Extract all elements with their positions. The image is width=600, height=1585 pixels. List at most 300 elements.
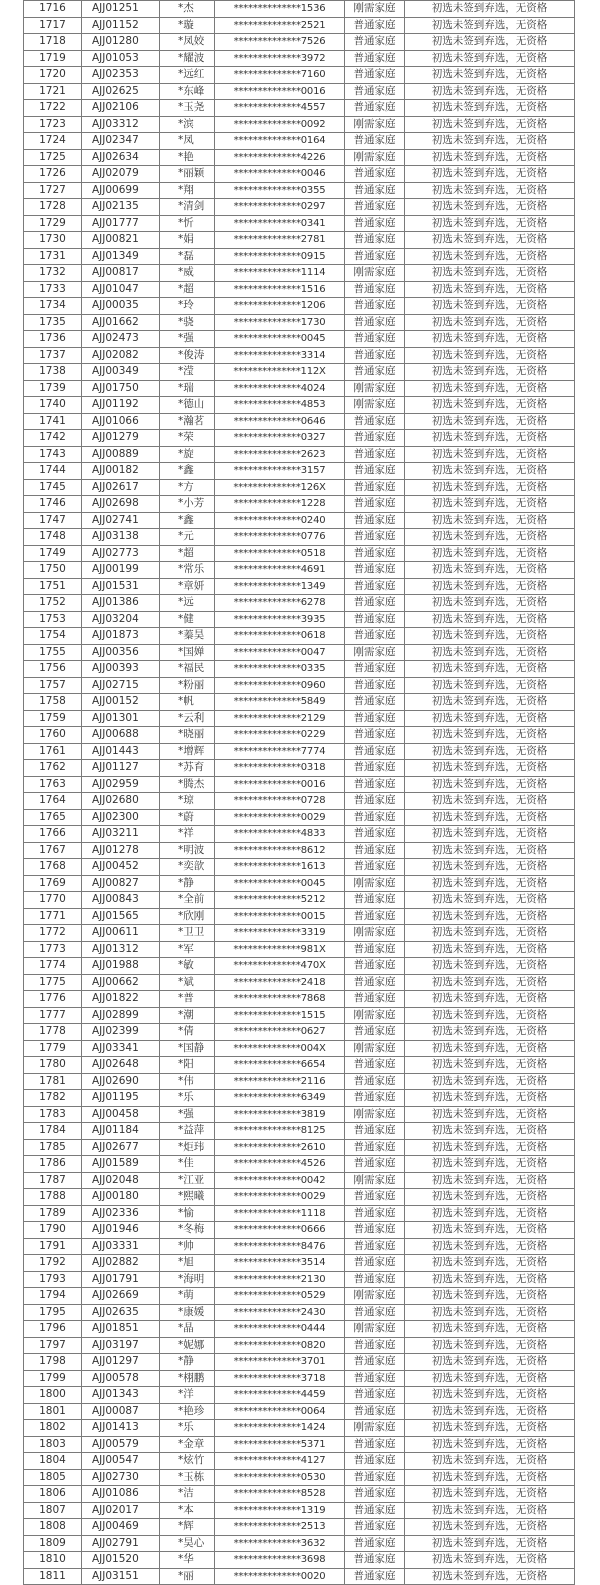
- applicant-name-cell: *增辉: [160, 743, 215, 760]
- row-number-cell: 1721: [24, 83, 82, 100]
- applicant-code-cell: AJJ02300: [82, 809, 160, 826]
- result-cell: 初选未签到弃选，无资格: [405, 710, 575, 727]
- id-number-cell: **************0047: [215, 644, 345, 661]
- family-type-cell: 普通家庭: [345, 1024, 405, 1041]
- result-cell: 初选未签到弃选，无资格: [405, 314, 575, 331]
- family-type-cell: 普通家庭: [345, 1486, 405, 1503]
- table-row: [24, 694, 575, 711]
- applicant-code-cell: AJJ01053: [82, 50, 160, 67]
- applicant-code-cell: AJJ00611: [82, 925, 160, 942]
- table-row: [24, 743, 575, 760]
- applicant-name-cell: *炬玮: [160, 1139, 215, 1156]
- result-cell: 初选未签到弃选，无资格: [405, 908, 575, 925]
- family-type-cell: 普通家庭: [345, 1453, 405, 1470]
- family-type-cell: 普通家庭: [345, 1123, 405, 1140]
- table-row: [24, 1238, 575, 1255]
- applicant-code-cell: AJJ01988: [82, 958, 160, 975]
- id-number-cell: **************3319: [215, 925, 345, 942]
- table-row: [24, 958, 575, 975]
- id-number-cell: **************5849: [215, 694, 345, 711]
- applicant-name-cell: *佳: [160, 1156, 215, 1173]
- applicant-name-cell: *艳: [160, 149, 215, 166]
- family-type-cell: 刚需家庭: [345, 397, 405, 414]
- result-cell: 初选未签到弃选，无资格: [405, 743, 575, 760]
- row-number-cell: 1738: [24, 364, 82, 381]
- id-number-cell: **************3314: [215, 347, 345, 364]
- result-cell: 初选未签到弃选，无资格: [405, 215, 575, 232]
- family-type-cell: 普通家庭: [345, 479, 405, 496]
- applicant-name-cell: *滢: [160, 364, 215, 381]
- applicant-name-cell: *耀波: [160, 50, 215, 67]
- result-cell: 初选未签到弃选，无资格: [405, 644, 575, 661]
- applicant-code-cell: AJJ02882: [82, 1255, 160, 1272]
- result-cell: 初选未签到弃选，无资格: [405, 595, 575, 612]
- family-type-cell: 普通家庭: [345, 776, 405, 793]
- row-number-cell: 1747: [24, 512, 82, 529]
- row-number-cell: 1737: [24, 347, 82, 364]
- row-number-cell: 1773: [24, 941, 82, 958]
- id-number-cell: **************2513: [215, 1519, 345, 1536]
- row-number-cell: 1765: [24, 809, 82, 826]
- id-number-cell: **************0646: [215, 413, 345, 430]
- applicant-code-cell: AJJ00827: [82, 875, 160, 892]
- applicant-code-cell: AJJ02135: [82, 199, 160, 216]
- family-type-cell: 普通家庭: [345, 991, 405, 1008]
- applicant-name-cell: *鑫: [160, 463, 215, 480]
- family-type-cell: 刚需家庭: [345, 1321, 405, 1338]
- id-number-cell: **************5212: [215, 892, 345, 909]
- table-row: [24, 265, 575, 282]
- table-row: [24, 166, 575, 183]
- family-type-cell: 普通家庭: [345, 215, 405, 232]
- id-number-cell: **************6278: [215, 595, 345, 612]
- row-number-cell: 1811: [24, 1568, 82, 1585]
- row-number-cell: 1807: [24, 1502, 82, 1519]
- applicant-code-cell: AJJ01192: [82, 397, 160, 414]
- row-number-cell: 1778: [24, 1024, 82, 1041]
- family-type-cell: 普通家庭: [345, 248, 405, 265]
- applicant-name-cell: *全前: [160, 892, 215, 909]
- applicant-code-cell: AJJ01443: [82, 743, 160, 760]
- table-row: [24, 496, 575, 513]
- row-number-cell: 1801: [24, 1403, 82, 1420]
- id-number-cell: **************4526: [215, 1156, 345, 1173]
- id-number-cell: **************7868: [215, 991, 345, 1008]
- id-number-cell: **************1515: [215, 1007, 345, 1024]
- family-type-cell: 普通家庭: [345, 859, 405, 876]
- applicant-name-cell: *丽颖: [160, 166, 215, 183]
- row-number-cell: 1746: [24, 496, 82, 513]
- id-number-cell: **************0960: [215, 677, 345, 694]
- row-number-cell: 1763: [24, 776, 82, 793]
- applicant-code-cell: AJJ02677: [82, 1139, 160, 1156]
- applicant-name-cell: *康媛: [160, 1304, 215, 1321]
- applicant-name-cell: *粉丽: [160, 677, 215, 694]
- result-cell: 初选未签到弃选，无资格: [405, 1288, 575, 1305]
- family-type-cell: 普通家庭: [345, 347, 405, 364]
- id-number-cell: **************4226: [215, 149, 345, 166]
- family-type-cell: 普通家庭: [345, 842, 405, 859]
- applicant-name-cell: *辉: [160, 1519, 215, 1536]
- row-number-cell: 1793: [24, 1271, 82, 1288]
- result-cell: 初选未签到弃选，无资格: [405, 1271, 575, 1288]
- applicant-code-cell: AJJ01777: [82, 215, 160, 232]
- table-row: [24, 760, 575, 777]
- family-type-cell: 普通家庭: [345, 1156, 405, 1173]
- id-number-cell: **************126X: [215, 479, 345, 496]
- row-number-cell: 1791: [24, 1238, 82, 1255]
- row-number-cell: 1724: [24, 133, 82, 150]
- row-number-cell: 1743: [24, 446, 82, 463]
- applicant-code-cell: AJJ01349: [82, 248, 160, 265]
- applicant-code-cell: AJJ01750: [82, 380, 160, 397]
- row-number-cell: 1777: [24, 1007, 82, 1024]
- result-cell: 初选未签到弃选，无资格: [405, 1387, 575, 1404]
- applicant-code-cell: AJJ01946: [82, 1222, 160, 1239]
- id-number-cell: **************0666: [215, 1222, 345, 1239]
- family-type-cell: 普通家庭: [345, 529, 405, 546]
- row-number-cell: 1761: [24, 743, 82, 760]
- row-number-cell: 1780: [24, 1057, 82, 1074]
- result-cell: 初选未签到弃选，无资格: [405, 1189, 575, 1206]
- row-number-cell: 1772: [24, 925, 82, 942]
- row-number-cell: 1739: [24, 380, 82, 397]
- result-cell: 初选未签到弃选，无资格: [405, 842, 575, 859]
- family-type-cell: 刚需家庭: [345, 265, 405, 282]
- id-number-cell: **************7526: [215, 34, 345, 51]
- applicant-name-cell: *远: [160, 595, 215, 612]
- family-type-cell: 刚需家庭: [345, 116, 405, 133]
- result-cell: 初选未签到弃选，无资格: [405, 1090, 575, 1107]
- applicant-code-cell: AJJ02625: [82, 83, 160, 100]
- row-number-cell: 1802: [24, 1420, 82, 1437]
- row-number-cell: 1792: [24, 1255, 82, 1272]
- family-type-cell: 普通家庭: [345, 908, 405, 925]
- result-cell: 初选未签到弃选，无资格: [405, 67, 575, 84]
- table-row: [24, 776, 575, 793]
- applicant-code-cell: AJJ03341: [82, 1040, 160, 1057]
- result-cell: 初选未签到弃选，无资格: [405, 611, 575, 628]
- applicant-name-cell: *瑞: [160, 380, 215, 397]
- result-cell: 初选未签到弃选，无资格: [405, 83, 575, 100]
- applicant-name-cell: *晶: [160, 1321, 215, 1338]
- table-row: [24, 628, 575, 645]
- row-number-cell: 1796: [24, 1321, 82, 1338]
- applicant-name-cell: *敏: [160, 958, 215, 975]
- result-cell: 初选未签到弃选，无资格: [405, 974, 575, 991]
- applicant-name-cell: *俊涛: [160, 347, 215, 364]
- row-number-cell: 1752: [24, 595, 82, 612]
- row-number-cell: 1803: [24, 1436, 82, 1453]
- id-number-cell: **************0164: [215, 133, 345, 150]
- applicant-name-cell: *琼: [160, 793, 215, 810]
- table-row: [24, 1304, 575, 1321]
- family-type-cell: 普通家庭: [345, 1304, 405, 1321]
- applicant-code-cell: AJJ01851: [82, 1321, 160, 1338]
- applicant-code-cell: AJJ03151: [82, 1568, 160, 1585]
- table-row: [24, 1090, 575, 1107]
- row-number-cell: 1735: [24, 314, 82, 331]
- applicant-name-cell: *腾杰: [160, 776, 215, 793]
- applicant-code-cell: AJJ02473: [82, 331, 160, 348]
- result-cell: 初选未签到弃选，无资格: [405, 1469, 575, 1486]
- applicant-name-cell: *卫卫: [160, 925, 215, 942]
- row-number-cell: 1806: [24, 1486, 82, 1503]
- id-number-cell: **************2130: [215, 1271, 345, 1288]
- family-type-cell: 普通家庭: [345, 1519, 405, 1536]
- applicant-name-cell: *潮: [160, 1007, 215, 1024]
- applicant-name-cell: *丽: [160, 1568, 215, 1585]
- applicant-name-cell: *欣刚: [160, 908, 215, 925]
- applicant-name-cell: *冬梅: [160, 1222, 215, 1239]
- table-row: [24, 281, 575, 298]
- id-number-cell: **************0776: [215, 529, 345, 546]
- applicant-code-cell: AJJ00452: [82, 859, 160, 876]
- applicant-code-cell: AJJ01386: [82, 595, 160, 612]
- row-number-cell: 1718: [24, 34, 82, 51]
- table-row: [24, 595, 575, 612]
- family-type-cell: 普通家庭: [345, 17, 405, 34]
- applicant-name-cell: *娟: [160, 232, 215, 249]
- table-row: [24, 17, 575, 34]
- row-number-cell: 1782: [24, 1090, 82, 1107]
- applicant-code-cell: AJJ01184: [82, 1123, 160, 1140]
- result-cell: 初选未签到弃选，无资格: [405, 380, 575, 397]
- row-number-cell: 1744: [24, 463, 82, 480]
- id-number-cell: **************0318: [215, 760, 345, 777]
- applicant-code-cell: AJJ00578: [82, 1370, 160, 1387]
- family-type-cell: 普通家庭: [345, 182, 405, 199]
- table-row: [24, 1535, 575, 1552]
- id-number-cell: **************0530: [215, 1469, 345, 1486]
- applicant-code-cell: AJJ03204: [82, 611, 160, 628]
- applicant-name-cell: *云利: [160, 710, 215, 727]
- result-cell: 初选未签到弃选，无资格: [405, 875, 575, 892]
- id-number-cell: **************2610: [215, 1139, 345, 1156]
- result-cell: 初选未签到弃选，无资格: [405, 298, 575, 315]
- id-number-cell: **************2116: [215, 1073, 345, 1090]
- family-type-cell: 普通家庭: [345, 67, 405, 84]
- results-table: [23, 0, 575, 1585]
- applicant-name-cell: *强: [160, 1106, 215, 1123]
- family-type-cell: 普通家庭: [345, 446, 405, 463]
- table-row: [24, 413, 575, 430]
- table-row: [24, 463, 575, 480]
- applicant-code-cell: AJJ02715: [82, 677, 160, 694]
- applicant-name-cell: *本: [160, 1502, 215, 1519]
- applicant-name-cell: *蓁昊: [160, 628, 215, 645]
- applicant-code-cell: AJJ02730: [82, 1469, 160, 1486]
- row-number-cell: 1757: [24, 677, 82, 694]
- table-row: [24, 826, 575, 843]
- id-number-cell: **************7774: [215, 743, 345, 760]
- applicant-name-cell: *玉尧: [160, 100, 215, 117]
- table-row: [24, 314, 575, 331]
- applicant-name-cell: *骁: [160, 314, 215, 331]
- table-row: [24, 1552, 575, 1569]
- family-type-cell: 普通家庭: [345, 1370, 405, 1387]
- id-number-cell: **************2418: [215, 974, 345, 991]
- row-number-cell: 1742: [24, 430, 82, 447]
- applicant-code-cell: AJJ00349: [82, 364, 160, 381]
- result-cell: 初选未签到弃选，无资格: [405, 859, 575, 876]
- applicant-code-cell: AJJ03138: [82, 529, 160, 546]
- family-type-cell: 普通家庭: [345, 1073, 405, 1090]
- result-cell: 初选未签到弃选，无资格: [405, 166, 575, 183]
- applicant-name-cell: *苏育: [160, 760, 215, 777]
- id-number-cell: **************0327: [215, 430, 345, 447]
- result-cell: 初选未签到弃选，无资格: [405, 1040, 575, 1057]
- family-type-cell: 普通家庭: [345, 314, 405, 331]
- row-number-cell: 1719: [24, 50, 82, 67]
- family-type-cell: 普通家庭: [345, 413, 405, 430]
- applicant-name-cell: *炫竹: [160, 1453, 215, 1470]
- family-type-cell: 普通家庭: [345, 595, 405, 612]
- family-type-cell: 普通家庭: [345, 1354, 405, 1371]
- id-number-cell: **************1114: [215, 265, 345, 282]
- row-number-cell: 1788: [24, 1189, 82, 1206]
- result-cell: 初选未签到弃选，无资格: [405, 1519, 575, 1536]
- applicant-name-cell: *华: [160, 1552, 215, 1569]
- applicant-code-cell: AJJ02048: [82, 1172, 160, 1189]
- id-number-cell: **************4557: [215, 100, 345, 117]
- id-number-cell: **************6654: [215, 1057, 345, 1074]
- table-row: [24, 677, 575, 694]
- result-cell: 初选未签到弃选，无资格: [405, 1205, 575, 1222]
- applicant-name-cell: *健: [160, 611, 215, 628]
- row-number-cell: 1723: [24, 116, 82, 133]
- id-number-cell: **************1730: [215, 314, 345, 331]
- table-row: [24, 430, 575, 447]
- applicant-code-cell: AJJ01251: [82, 1, 160, 18]
- table-row: [24, 529, 575, 546]
- family-type-cell: 刚需家庭: [345, 1, 405, 18]
- applicant-code-cell: AJJ02959: [82, 776, 160, 793]
- family-type-cell: 普通家庭: [345, 1469, 405, 1486]
- result-cell: 初选未签到弃选，无资格: [405, 1106, 575, 1123]
- row-number-cell: 1809: [24, 1535, 82, 1552]
- result-cell: 初选未签到弃选，无资格: [405, 331, 575, 348]
- row-number-cell: 1798: [24, 1354, 82, 1371]
- family-type-cell: 普通家庭: [345, 512, 405, 529]
- applicant-name-cell: *方: [160, 479, 215, 496]
- row-number-cell: 1768: [24, 859, 82, 876]
- result-cell: 初选未签到弃选，无资格: [405, 512, 575, 529]
- applicant-code-cell: AJJ02773: [82, 545, 160, 562]
- family-type-cell: 普通家庭: [345, 34, 405, 51]
- family-type-cell: 普通家庭: [345, 1403, 405, 1420]
- applicant-code-cell: AJJ00087: [82, 1403, 160, 1420]
- id-number-cell: **************4833: [215, 826, 345, 843]
- family-type-cell: 普通家庭: [345, 1238, 405, 1255]
- id-number-cell: **************2623: [215, 446, 345, 463]
- row-number-cell: 1725: [24, 149, 82, 166]
- table-row: [24, 1222, 575, 1239]
- id-number-cell: **************004X: [215, 1040, 345, 1057]
- applicant-code-cell: AJJ00579: [82, 1436, 160, 1453]
- row-number-cell: 1770: [24, 892, 82, 909]
- family-type-cell: 普通家庭: [345, 1387, 405, 1404]
- result-cell: 初选未签到弃选，无资格: [405, 50, 575, 67]
- table-row: [24, 1189, 575, 1206]
- result-cell: 初选未签到弃选，无资格: [405, 1552, 575, 1569]
- table-row: [24, 842, 575, 859]
- row-number-cell: 1726: [24, 166, 82, 183]
- family-type-cell: 普通家庭: [345, 545, 405, 562]
- applicant-name-cell: *帅: [160, 1238, 215, 1255]
- family-type-cell: 刚需家庭: [345, 1007, 405, 1024]
- applicant-name-cell: *璇: [160, 17, 215, 34]
- id-number-cell: **************0029: [215, 809, 345, 826]
- applicant-name-cell: *阳: [160, 1057, 215, 1074]
- id-number-cell: **************0341: [215, 215, 345, 232]
- row-number-cell: 1771: [24, 908, 82, 925]
- table-row: [24, 50, 575, 67]
- table-row: [24, 991, 575, 1008]
- result-cell: 初选未签到弃选，无资格: [405, 1156, 575, 1173]
- row-number-cell: 1779: [24, 1040, 82, 1057]
- row-number-cell: 1764: [24, 793, 82, 810]
- family-type-cell: 普通家庭: [345, 578, 405, 595]
- applicant-code-cell: AJJ00889: [82, 446, 160, 463]
- applicant-name-cell: *熙曦: [160, 1189, 215, 1206]
- family-type-cell: 普通家庭: [345, 743, 405, 760]
- row-number-cell: 1789: [24, 1205, 82, 1222]
- family-type-cell: 普通家庭: [345, 1552, 405, 1569]
- result-cell: 初选未签到弃选，无资格: [405, 1222, 575, 1239]
- applicant-code-cell: AJJ01822: [82, 991, 160, 1008]
- result-cell: 初选未签到弃选，无资格: [405, 1255, 575, 1272]
- applicant-name-cell: *江亚: [160, 1172, 215, 1189]
- result-cell: 初选未签到弃选，无资格: [405, 17, 575, 34]
- applicant-code-cell: AJJ01127: [82, 760, 160, 777]
- row-number-cell: 1760: [24, 727, 82, 744]
- table-row: [24, 974, 575, 991]
- applicant-code-cell: AJJ00662: [82, 974, 160, 991]
- applicant-name-cell: *栩鹏: [160, 1370, 215, 1387]
- result-cell: 初选未签到弃选，无资格: [405, 892, 575, 909]
- id-number-cell: **************1228: [215, 496, 345, 513]
- applicant-name-cell: *奕歆: [160, 859, 215, 876]
- applicant-code-cell: AJJ01195: [82, 1090, 160, 1107]
- result-cell: 初选未签到弃选，无资格: [405, 1486, 575, 1503]
- result-cell: 初选未签到弃选，无资格: [405, 1321, 575, 1338]
- applicant-name-cell: *金章: [160, 1436, 215, 1453]
- table-row: [24, 1106, 575, 1123]
- id-number-cell: **************4127: [215, 1453, 345, 1470]
- applicant-name-cell: *磊: [160, 248, 215, 265]
- table-row: [24, 562, 575, 579]
- family-type-cell: 普通家庭: [345, 199, 405, 216]
- applicant-name-cell: *倩: [160, 1024, 215, 1041]
- id-number-cell: **************1536: [215, 1, 345, 18]
- id-number-cell: **************0297: [215, 199, 345, 216]
- table-row: [24, 1403, 575, 1420]
- row-number-cell: 1731: [24, 248, 82, 265]
- table-row: [24, 512, 575, 529]
- id-number-cell: **************0529: [215, 1288, 345, 1305]
- result-cell: 初选未签到弃选，无资格: [405, 958, 575, 975]
- id-number-cell: **************1206: [215, 298, 345, 315]
- family-type-cell: 普通家庭: [345, 298, 405, 315]
- row-number-cell: 1754: [24, 628, 82, 645]
- table-row: [24, 1123, 575, 1140]
- applicant-name-cell: *萌: [160, 1288, 215, 1305]
- row-number-cell: 1790: [24, 1222, 82, 1239]
- row-number-cell: 1769: [24, 875, 82, 892]
- applicant-code-cell: AJJ02648: [82, 1057, 160, 1074]
- table-row: [24, 793, 575, 810]
